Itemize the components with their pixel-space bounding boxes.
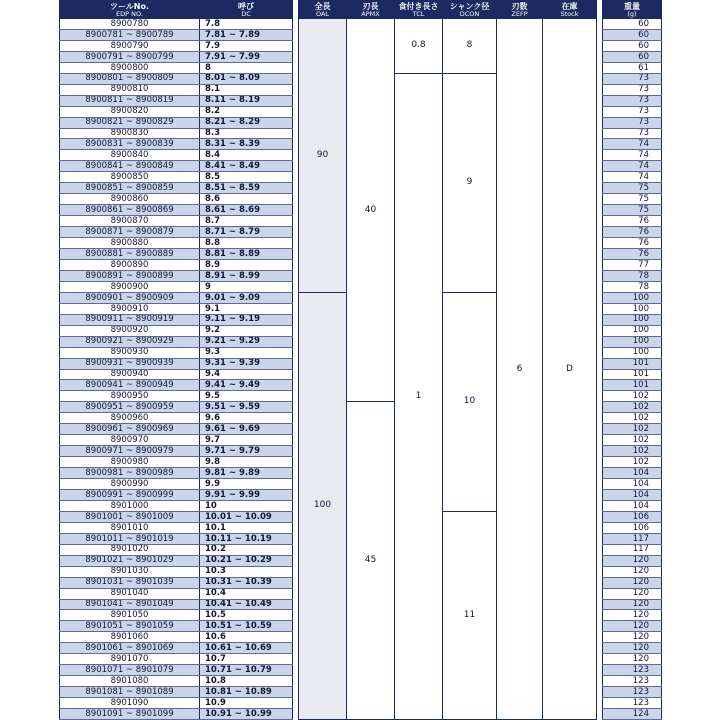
edp-cell: 8900931 ~ 8900939 — [60, 358, 200, 369]
weight-cell: 123 — [603, 687, 662, 698]
edp-cell: 8901081 ~ 8901089 — [60, 687, 200, 698]
weight-cell: 78 — [603, 270, 662, 281]
dc-cell: 7.91 ~ 7.99 — [200, 51, 293, 62]
column-gap — [293, 161, 299, 172]
dc-cell: 8.71 ~ 8.79 — [200, 227, 293, 238]
edp-cell: 8900911 ~ 8900919 — [60, 314, 200, 325]
column-gap — [293, 489, 299, 500]
col-header-apmx-sub: APMX — [361, 9, 380, 18]
oal-cell: 90 — [299, 19, 347, 293]
weight-cell: 120 — [603, 566, 662, 577]
weight-cell: 120 — [603, 577, 662, 588]
dc-cell: 9.91 ~ 9.99 — [200, 489, 293, 500]
weight-cell: 102 — [603, 402, 662, 413]
column-gap — [293, 665, 299, 676]
dc-cell: 9.21 ~ 9.29 — [200, 336, 293, 347]
col-header-stock-sub: Stock — [560, 9, 579, 18]
column-gap — [293, 128, 299, 139]
col-header-tcl — [395, 1, 443, 19]
edp-cell: 8900991 ~ 8900999 — [60, 489, 200, 500]
weight-cell: 101 — [603, 369, 662, 380]
col-header-weight-sub: (g) — [627, 9, 637, 18]
edp-cell: 8901000 — [60, 500, 200, 511]
edp-cell: 8901010 — [60, 522, 200, 533]
weight-cell: 120 — [603, 654, 662, 665]
dc-cell: 8.01 ~ 8.09 — [200, 73, 293, 84]
dc-cell: 9.51 ~ 9.59 — [200, 402, 293, 413]
dc-cell: 8.7 — [200, 216, 293, 227]
weight-cell: 104 — [603, 489, 662, 500]
weight-cell: 75 — [603, 183, 662, 194]
edp-cell: 8901060 — [60, 632, 200, 643]
column-gap — [293, 402, 299, 413]
edp-cell: 8900791 ~ 8900799 — [60, 51, 200, 62]
weight-cell: 104 — [603, 468, 662, 479]
dc-cell: 9.31 ~ 9.39 — [200, 358, 293, 369]
column-gap — [293, 500, 299, 511]
column-gap — [293, 698, 299, 709]
dc-cell: 10.31 ~ 10.39 — [200, 577, 293, 588]
weight-cell: 100 — [603, 292, 662, 303]
weight-cell: 76 — [603, 238, 662, 249]
edp-cell: 8900920 — [60, 325, 200, 336]
column-gap — [293, 511, 299, 522]
apmx-cell: 45 — [347, 402, 395, 720]
edp-cell: 8901051 ~ 8901059 — [60, 621, 200, 632]
edp-cell: 8900780 — [60, 19, 200, 30]
edp-cell: 8900880 — [60, 238, 200, 249]
dc-cell: 10.1 — [200, 522, 293, 533]
col-header-apmx — [347, 1, 395, 19]
column-gap — [293, 325, 299, 336]
weight-cell: 76 — [603, 216, 662, 227]
weight-cell: 106 — [603, 511, 662, 522]
column-gap — [293, 676, 299, 687]
column-gap — [293, 281, 299, 292]
dc-cell: 10 — [200, 500, 293, 511]
weight-cell: 120 — [603, 621, 662, 632]
dc-cell: 8.3 — [200, 128, 293, 139]
edp-cell: 8900891 ~ 8900899 — [60, 270, 200, 281]
weight-cell: 120 — [603, 632, 662, 643]
column-gap — [293, 117, 299, 128]
dc-cell: 9.61 ~ 9.69 — [200, 424, 293, 435]
column-gap — [293, 358, 299, 369]
weight-cell: 102 — [603, 391, 662, 402]
dc-cell: 9.01 ~ 9.09 — [200, 292, 293, 303]
dc-cell: 8.51 ~ 8.59 — [200, 183, 293, 194]
dc-cell: 8.41 ~ 8.49 — [200, 161, 293, 172]
zefp-cell: 6 — [497, 19, 543, 720]
col-header-apmx-label: 刃長 — [362, 1, 379, 11]
column-gap — [293, 29, 299, 40]
dcon-cell: 9 — [443, 73, 497, 292]
column-gap — [293, 194, 299, 205]
weight-cell: 120 — [603, 555, 662, 566]
edp-cell: 8900910 — [60, 303, 200, 314]
col-header-zefp — [497, 1, 543, 19]
dc-cell: 10.7 — [200, 654, 293, 665]
weight-cell: 60 — [603, 40, 662, 51]
weight-cell: 74 — [603, 150, 662, 161]
column-gap — [293, 336, 299, 347]
edp-cell: 8900961 ~ 8900969 — [60, 424, 200, 435]
dc-cell: 9 — [200, 281, 293, 292]
dc-cell: 10.01 ~ 10.09 — [200, 511, 293, 522]
dc-cell: 10.5 — [200, 610, 293, 621]
col-header-zefp-label: 刃数 — [511, 1, 528, 11]
column-gap — [293, 259, 299, 270]
edp-cell: 8900821 ~ 8900829 — [60, 117, 200, 128]
dc-cell: 8.4 — [200, 150, 293, 161]
col-header-oal-sub: OAL — [315, 9, 330, 18]
column-gap — [293, 270, 299, 281]
column-gap — [293, 555, 299, 566]
weight-cell: 120 — [603, 599, 662, 610]
edp-cell: 8900901 ~ 8900909 — [60, 292, 200, 303]
col-header-oal-label: 全長 — [314, 1, 331, 11]
weight-cell: 123 — [603, 698, 662, 709]
dc-cell: 8.11 ~ 8.19 — [200, 95, 293, 106]
weight-cell: 124 — [603, 709, 662, 720]
tcl-cell: 1 — [395, 73, 443, 719]
dc-cell: 9.4 — [200, 369, 293, 380]
edp-cell: 8901030 — [60, 566, 200, 577]
col-header-dcon — [443, 1, 497, 19]
column-gap — [293, 468, 299, 479]
edp-cell: 8900900 — [60, 281, 200, 292]
col-header-dc-label: 呼び — [238, 1, 254, 11]
edp-cell: 8901020 — [60, 544, 200, 555]
edp-cell: 8900801 ~ 8900809 — [60, 73, 200, 84]
col-header-stock-label: 在庫 — [561, 1, 578, 11]
column-gap — [293, 172, 299, 183]
apmx-cell: 40 — [347, 19, 395, 402]
edp-cell: 8901041 ~ 8901049 — [60, 599, 200, 610]
weight-cell: 75 — [603, 205, 662, 216]
weight-cell: 74 — [603, 161, 662, 172]
column-gap — [293, 40, 299, 51]
column-gap — [293, 588, 299, 599]
dc-cell: 9.3 — [200, 347, 293, 358]
col-header-oal — [299, 1, 347, 19]
oal-cell: 100 — [299, 292, 347, 719]
column-gap — [293, 369, 299, 380]
column-gap — [293, 314, 299, 325]
dc-cell: 9.9 — [200, 479, 293, 490]
weight-cell: 73 — [603, 73, 662, 84]
weight-cell: 73 — [603, 84, 662, 95]
weight-cell: 123 — [603, 665, 662, 676]
table-body — [60, 19, 662, 720]
edp-cell: 8900930 — [60, 347, 200, 358]
edp-cell: 8900951 ~ 8900959 — [60, 402, 200, 413]
weight-cell: 104 — [603, 500, 662, 511]
edp-cell: 8900980 — [60, 457, 200, 468]
col-header-tcl-sub: TCL — [412, 9, 425, 18]
edp-cell: 8900831 ~ 8900839 — [60, 139, 200, 150]
edp-cell: 8900881 ~ 8900889 — [60, 249, 200, 260]
edp-cell: 8900841 ~ 8900849 — [60, 161, 200, 172]
edp-cell: 8900810 — [60, 84, 200, 95]
dc-cell: 7.81 ~ 7.89 — [200, 29, 293, 40]
edp-cell: 8900800 — [60, 62, 200, 73]
col-header-dc — [200, 1, 293, 19]
column-gap — [293, 544, 299, 555]
weight-cell: 74 — [603, 139, 662, 150]
weight-cell: 106 — [603, 522, 662, 533]
dc-cell: 10.9 — [200, 698, 293, 709]
dc-cell: 10.4 — [200, 588, 293, 599]
column-gap — [293, 610, 299, 621]
edp-cell: 8900851 ~ 8900859 — [60, 183, 200, 194]
column-gap — [293, 522, 299, 533]
weight-cell: 101 — [603, 380, 662, 391]
tcl-cell: 0.8 — [395, 19, 443, 74]
edp-cell: 8900941 ~ 8900949 — [60, 380, 200, 391]
edp-cell: 8900871 ~ 8900879 — [60, 227, 200, 238]
dc-cell: 10.21 ~ 10.29 — [200, 555, 293, 566]
column-gap — [293, 391, 299, 402]
weight-cell: 102 — [603, 457, 662, 468]
weight-cell: 74 — [603, 172, 662, 183]
col-header-edp-label: ツールNo. — [109, 1, 150, 11]
column-gap — [293, 599, 299, 610]
weight-cell: 76 — [603, 227, 662, 238]
column-gap — [293, 533, 299, 544]
column-gap — [293, 238, 299, 249]
dc-cell: 8.6 — [200, 194, 293, 205]
edp-cell: 8900940 — [60, 369, 200, 380]
dc-cell: 8.8 — [200, 238, 293, 249]
column-gap — [293, 73, 299, 84]
weight-cell: 78 — [603, 281, 662, 292]
edp-cell: 8900840 — [60, 150, 200, 161]
dc-cell: 9.6 — [200, 413, 293, 424]
weight-cell: 60 — [603, 51, 662, 62]
edp-cell: 8900950 — [60, 391, 200, 402]
dcon-cell: 10 — [443, 292, 497, 511]
edp-cell: 8900970 — [60, 435, 200, 446]
weight-cell: 60 — [603, 19, 662, 30]
col-header-zefp-sub: ZEFP — [511, 9, 528, 18]
column-gap — [293, 709, 299, 720]
dc-cell: 8.81 ~ 8.89 — [200, 249, 293, 260]
weight-cell: 100 — [603, 325, 662, 336]
weight-cell: 120 — [603, 643, 662, 654]
column-gap — [293, 621, 299, 632]
weight-cell: 117 — [603, 533, 662, 544]
weight-cell: 73 — [603, 106, 662, 117]
edp-cell: 8901080 — [60, 676, 200, 687]
weight-cell: 60 — [603, 29, 662, 40]
dc-cell: 8.21 ~ 8.29 — [200, 117, 293, 128]
col-header-tcl-label: 食付き長さ — [398, 1, 439, 11]
column-gap — [293, 435, 299, 446]
column-gap — [293, 347, 299, 358]
edp-cell: 8900850 — [60, 172, 200, 183]
edp-cell: 8900811 ~ 8900819 — [60, 95, 200, 106]
column-gap — [293, 51, 299, 62]
dc-cell: 8.9 — [200, 259, 293, 270]
dcon-cell: 11 — [443, 511, 497, 719]
edp-cell: 8901090 — [60, 698, 200, 709]
edp-cell: 8900921 ~ 8900929 — [60, 336, 200, 347]
weight-cell: 120 — [603, 610, 662, 621]
edp-cell: 8900820 — [60, 106, 200, 117]
dc-cell: 10.6 — [200, 632, 293, 643]
column-gap — [293, 654, 299, 665]
column-gap — [293, 139, 299, 150]
edp-cell: 8900860 — [60, 194, 200, 205]
column-gap — [293, 150, 299, 161]
column-gap — [293, 413, 299, 424]
dc-cell: 10.8 — [200, 676, 293, 687]
dcon-cell: 8 — [443, 19, 497, 74]
column-gap — [293, 687, 299, 698]
column-gap — [293, 249, 299, 260]
spec-table — [59, 0, 662, 720]
dc-cell: 10.61 ~ 10.69 — [200, 643, 293, 654]
weight-cell: 102 — [603, 435, 662, 446]
dc-cell: 8.5 — [200, 172, 293, 183]
edp-cell: 8900870 — [60, 216, 200, 227]
weight-cell: 120 — [603, 588, 662, 599]
column-gap — [293, 227, 299, 238]
weight-cell: 102 — [603, 446, 662, 457]
column-gap — [293, 566, 299, 577]
dc-cell: 10.11 ~ 10.19 — [200, 533, 293, 544]
weight-cell: 100 — [603, 336, 662, 347]
dc-cell: 8.1 — [200, 84, 293, 95]
column-gap — [293, 62, 299, 73]
col-header-edp-sub: EDP NO. — [116, 9, 143, 18]
weight-cell: 75 — [603, 194, 662, 205]
col-header-dcon-sub: DCON — [459, 9, 480, 18]
column-gap — [293, 457, 299, 468]
weight-cell: 123 — [603, 676, 662, 687]
edp-cell: 8901070 — [60, 654, 200, 665]
dc-cell: 9.11 ~ 9.19 — [200, 314, 293, 325]
col-header-dc-sub: DC — [241, 9, 251, 18]
edp-cell: 8901050 — [60, 610, 200, 621]
col-header-edp — [60, 1, 200, 19]
dc-cell: 7.8 — [200, 19, 293, 30]
weight-cell: 73 — [603, 128, 662, 139]
edp-cell: 8901011 ~ 8901019 — [60, 533, 200, 544]
dc-cell: 9.8 — [200, 457, 293, 468]
table-row — [60, 19, 662, 30]
column-gap — [293, 183, 299, 194]
dc-cell: 10.71 ~ 10.79 — [200, 665, 293, 676]
weight-cell: 73 — [603, 117, 662, 128]
dc-cell: 10.91 ~ 10.99 — [200, 709, 293, 720]
weight-cell: 73 — [603, 95, 662, 106]
weight-cell: 76 — [603, 249, 662, 260]
edp-cell: 8900861 ~ 8900869 — [60, 205, 200, 216]
dc-cell: 9.41 ~ 9.49 — [200, 380, 293, 391]
column-gap — [293, 205, 299, 216]
dc-cell: 8.91 ~ 8.99 — [200, 270, 293, 281]
edp-cell: 8901021 ~ 8901029 — [60, 555, 200, 566]
edp-cell: 8901031 ~ 8901039 — [60, 577, 200, 588]
weight-cell: 102 — [603, 424, 662, 435]
column-gap — [293, 303, 299, 314]
edp-cell: 8901040 — [60, 588, 200, 599]
dc-cell: 10.81 ~ 10.89 — [200, 687, 293, 698]
column-gap — [293, 424, 299, 435]
weight-cell: 100 — [603, 303, 662, 314]
column-gap — [293, 632, 299, 643]
dc-cell: 9.81 ~ 9.89 — [200, 468, 293, 479]
dc-cell: 9.7 — [200, 435, 293, 446]
edp-cell: 8900971 ~ 8900979 — [60, 446, 200, 457]
dc-cell: 10.2 — [200, 544, 293, 555]
stock-cell: D — [543, 19, 597, 720]
weight-cell: 117 — [603, 544, 662, 555]
weight-cell: 100 — [603, 314, 662, 325]
dc-cell: 9.71 ~ 9.79 — [200, 446, 293, 457]
edp-cell: 8900981 ~ 8900989 — [60, 468, 200, 479]
dc-cell: 8 — [200, 62, 293, 73]
dc-cell: 10.3 — [200, 566, 293, 577]
edp-cell: 8901061 ~ 8901069 — [60, 643, 200, 654]
column-gap — [293, 106, 299, 117]
weight-cell: 101 — [603, 358, 662, 369]
dc-cell: 8.61 ~ 8.69 — [200, 205, 293, 216]
dc-cell: 10.41 ~ 10.49 — [200, 599, 293, 610]
column-gap — [293, 577, 299, 588]
dc-cell: 7.9 — [200, 40, 293, 51]
column-gap — [293, 643, 299, 654]
weight-cell: 100 — [603, 347, 662, 358]
weight-cell: 104 — [603, 479, 662, 490]
column-gap — [293, 84, 299, 95]
weight-cell: 102 — [603, 413, 662, 424]
dc-cell: 9.5 — [200, 391, 293, 402]
edp-cell: 8900790 — [60, 40, 200, 51]
column-gap — [293, 95, 299, 106]
header-row — [60, 1, 662, 19]
dc-cell: 8.2 — [200, 106, 293, 117]
edp-cell: 8900960 — [60, 413, 200, 424]
col-header-weight-label: 重量 — [624, 1, 640, 11]
weight-cell: 61 — [603, 62, 662, 73]
column-gap — [293, 216, 299, 227]
col-header-dcon-label: シャンク径 — [449, 1, 490, 11]
col-header-stock — [543, 1, 597, 19]
dc-cell: 8.31 ~ 8.39 — [200, 139, 293, 150]
dc-cell: 10.51 ~ 10.59 — [200, 621, 293, 632]
edp-cell: 8901071 ~ 8901079 — [60, 665, 200, 676]
column-gap — [293, 380, 299, 391]
dc-cell: 9.2 — [200, 325, 293, 336]
weight-cell: 77 — [603, 259, 662, 270]
edp-cell: 8900781 ~ 8900789 — [60, 29, 200, 40]
edp-cell: 8901001 ~ 8901009 — [60, 511, 200, 522]
column-gap — [293, 479, 299, 490]
edp-cell: 8901091 ~ 8901099 — [60, 709, 200, 720]
edp-cell: 8900990 — [60, 479, 200, 490]
edp-cell: 8900890 — [60, 259, 200, 270]
col-header-weight — [603, 1, 662, 19]
column-gap — [293, 446, 299, 457]
dc-cell: 9.1 — [200, 303, 293, 314]
edp-cell: 8900830 — [60, 128, 200, 139]
